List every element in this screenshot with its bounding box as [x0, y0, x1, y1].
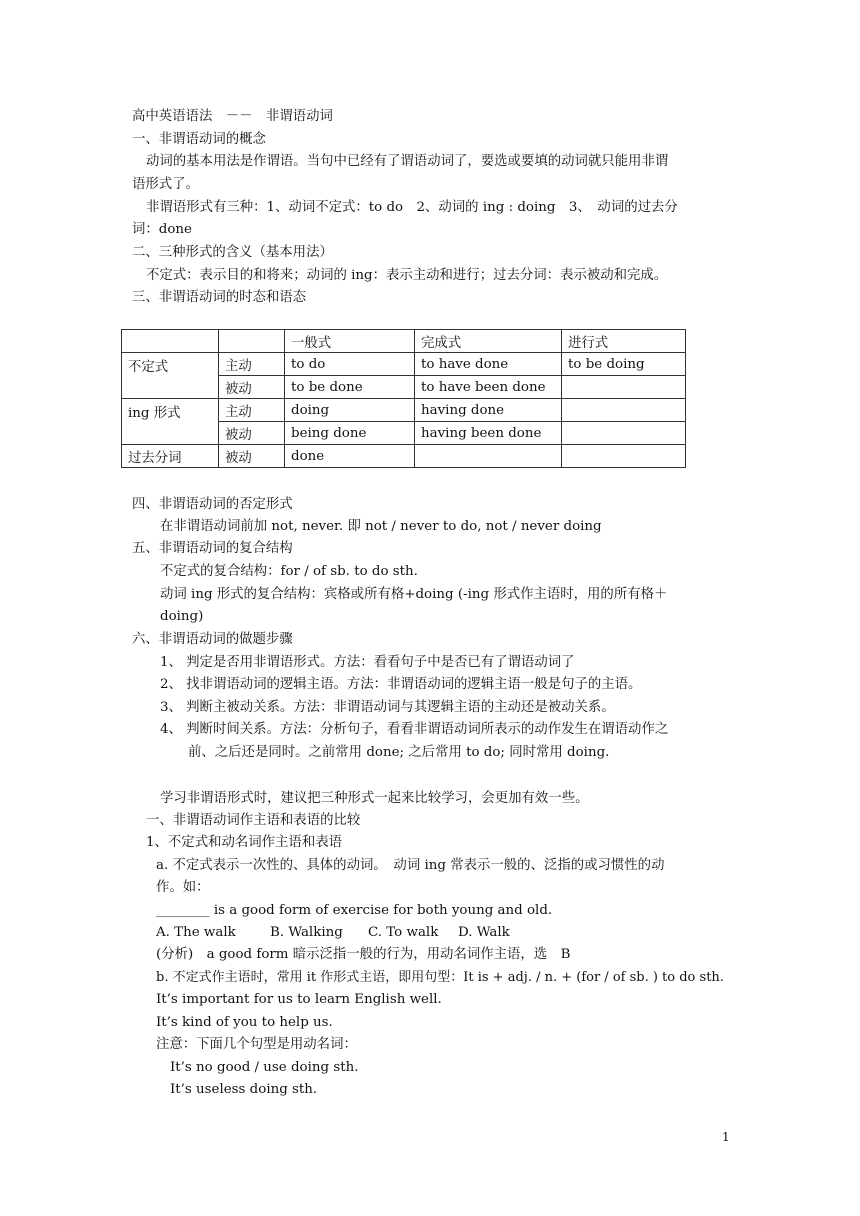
form-cell: ing 形式	[122, 399, 219, 445]
voice-cell: 被动	[219, 422, 285, 445]
table-cell	[562, 399, 686, 422]
step-item: 4、 判断时间关系。方法：分析句子，看看非谓语动词所表示的动作发生在谓语动作之	[160, 722, 669, 737]
analysis-line: (分析) a good form 暗示泛指一般的行为，用动名词作主语，选 B	[156, 947, 571, 962]
section-1-para-2b: 词：done	[132, 222, 192, 237]
section-2-heading: 二、三种形式的含义（基本用法）	[132, 245, 333, 260]
section-4-heading: 四、非谓语动词的否定形式	[132, 497, 293, 512]
table-cell: to have been done	[415, 376, 562, 399]
section-1-para-1a: 动词的基本用法是作谓语。当句中已经有了谓语动词了，要选或要填的动词就只能用非谓	[146, 154, 669, 169]
table-cell: being done	[285, 422, 415, 445]
study-tip: 学习非谓语形式时，建议把三种形式一起来比较学习，会更加有效一些。	[160, 791, 589, 806]
doc-title: 高中英语语法 －－ 非谓语动词	[132, 109, 333, 124]
table-cell	[562, 422, 686, 445]
step-4-continuation: 前、之后还是同时。之前常用 done; 之后常用 to do; 同时常用 doing.	[188, 745, 610, 760]
section-1-para-2a: 非谓语形式有三种：1、动词不定式：to do 2、动词的 ing : doing 3、 动词的过去分	[146, 200, 678, 215]
page-number: 1	[722, 1130, 730, 1144]
table-cell	[415, 445, 562, 468]
section-2-para: 不定式：表示目的和将来；动词的 ing：表示主动和进行；过去分词：表示被动和完成。	[146, 268, 668, 283]
table-cell	[562, 445, 686, 468]
point-b-line: b. 不定式作主语时，常用 it 作形式主语，即用句型：It is + adj. / n. + (for / of sb. ) to do sth.	[156, 970, 724, 985]
option-d: D. Walk	[458, 925, 510, 940]
table-cell: to be doing	[562, 353, 686, 376]
note-example-2: It’s useless doing sth.	[170, 1082, 318, 1097]
table-row	[122, 399, 686, 422]
table-cell: doing	[285, 399, 415, 422]
section-6-heading: 六、非谓语动词的做题步骤	[132, 632, 293, 647]
note-example-1: It’s no good / use doing sth.	[170, 1060, 359, 1075]
section-5-para-2b: doing)	[160, 609, 204, 624]
tense-voice-table	[121, 329, 686, 468]
voice-cell: 主动	[219, 399, 285, 422]
step-item: 3、 判断主被动关系。方法：非谓语动词与其逻辑主语的主动还是被动关系。	[160, 700, 615, 715]
question-stem: ________ is a good form of exercise for both young and old.	[156, 903, 553, 918]
table-cell: to have done	[415, 353, 562, 376]
table-row	[122, 445, 686, 468]
step-item: 2、 找非谓语动词的逻辑主语。方法：非谓语动词的逻辑主语一般是句子的主语。	[160, 677, 642, 692]
table-cell: done	[285, 445, 415, 468]
section-5-heading: 五、非谓语动词的复合结构	[132, 541, 293, 556]
table-row	[122, 353, 686, 376]
option-a: A. The walk	[156, 925, 236, 940]
voice-cell: 被动	[219, 376, 285, 399]
table-cell: having done	[415, 399, 562, 422]
voice-cell: 被动	[219, 445, 285, 468]
part-heading: 一、非谓语动词作主语和表语的比较	[146, 813, 361, 828]
point-a-line-2: 作。如：	[156, 880, 210, 895]
section-1-para-1b: 语形式了。	[132, 177, 199, 192]
form-cell: 不定式	[122, 353, 219, 399]
table-header-row	[122, 330, 686, 353]
step-item: 1、 判定是否用非谓语形式。方法：看看句子中是否已有了谓语动词了	[160, 655, 575, 670]
table-header-cell: 一般式	[285, 330, 415, 353]
form-cell: 过去分词	[122, 445, 219, 468]
example-2: It’s kind of you to help us.	[156, 1015, 333, 1030]
point-a-line-1: a. 不定式表示一次性的、具体的动词。 动词 ing 常表示一般的、泛指的或习惯性的动	[156, 858, 665, 873]
example-1: It’s important for us to learn English well.	[156, 992, 442, 1007]
option-b: B. Walking	[270, 925, 343, 940]
section-4-para: 在非谓语动词前加 not, never. 即 not / never to do, not / never doing	[160, 519, 602, 534]
table-cell	[562, 376, 686, 399]
table-cell: having been done	[415, 422, 562, 445]
table-header-cell	[219, 330, 285, 353]
part-subheading: 1、不定式和动名词作主语和表语	[146, 835, 342, 850]
section-3-heading: 三、非谓语动词的时态和语态	[132, 290, 307, 305]
section-5-para-2a: 动词 ing 形式的复合结构：宾格或所有格+doing (-ing 形式作主语时，用的所有格＋	[160, 587, 668, 602]
table-cell: to be done	[285, 376, 415, 399]
table-header-cell: 进行式	[562, 330, 686, 353]
section-5-para-1: 不定式的复合结构：for / of sb. to do sth.	[160, 564, 418, 579]
voice-cell: 主动	[219, 353, 285, 376]
table-header-cell: 完成式	[415, 330, 562, 353]
option-c: C. To walk	[368, 925, 439, 940]
table-header-cell	[122, 330, 219, 353]
table-cell: to do	[285, 353, 415, 376]
note-line: 注意：下面几个句型是用动名词：	[156, 1037, 357, 1052]
section-1-heading: 一、非谓语动词的概念	[132, 132, 266, 147]
